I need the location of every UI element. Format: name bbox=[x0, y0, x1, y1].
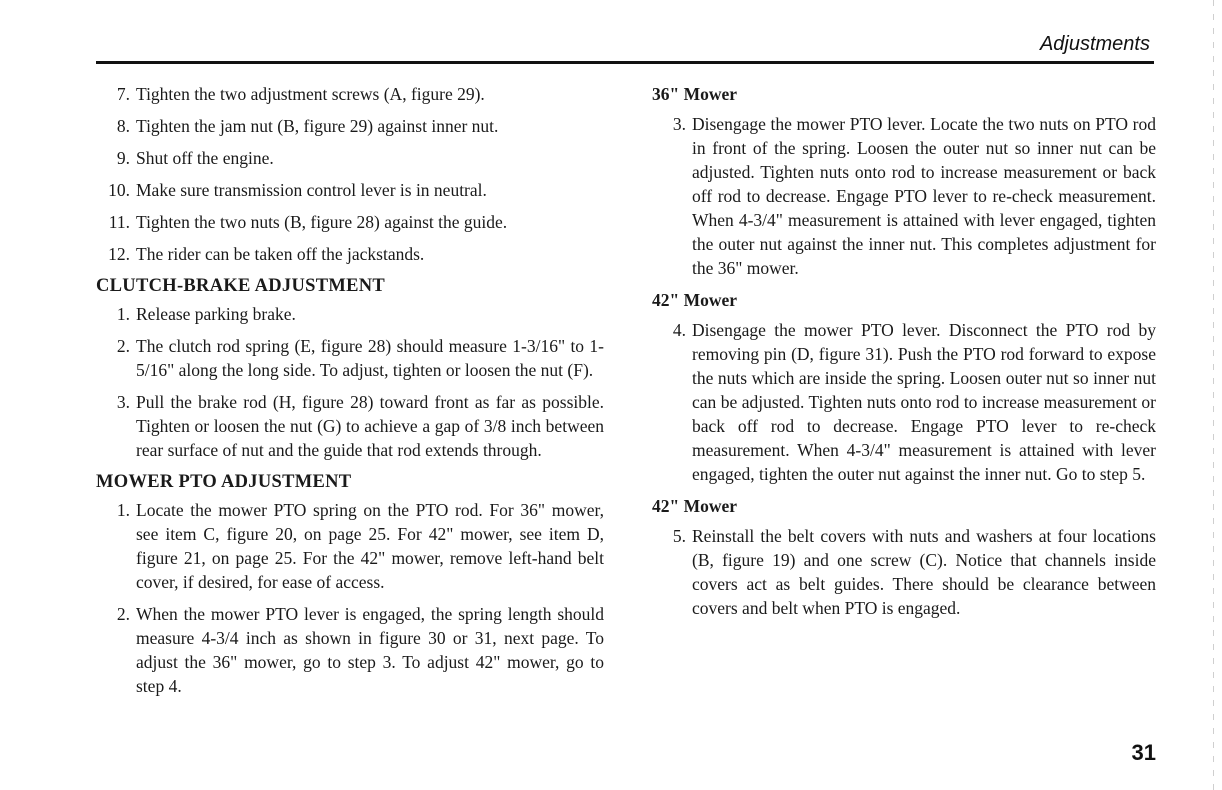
step-4 bbox=[652, 318, 1156, 486]
step-10 bbox=[96, 178, 604, 202]
intro-steps bbox=[96, 82, 604, 266]
step-number: 8. bbox=[116, 116, 130, 136]
section-heading: 36" Mower bbox=[652, 84, 738, 104]
step-3 bbox=[652, 112, 1156, 280]
pto-step-2 bbox=[96, 602, 604, 698]
step-text: Reinstall the belt covers with nuts and washers at four locations (B, figure 19) and one screw (C). Notice that channels inside covers act as belt guides. There should be clearance between covers and belt when PTO is engaged. bbox=[692, 526, 1156, 618]
step-number: 11. bbox=[108, 212, 130, 232]
left-column bbox=[96, 82, 604, 706]
step-number: 5. bbox=[672, 526, 686, 546]
clutch-step-1 bbox=[96, 302, 604, 326]
step-number: 7. bbox=[116, 84, 130, 104]
pto-steps bbox=[96, 498, 604, 698]
step-12 bbox=[96, 242, 604, 266]
step-text: Disengage the mower PTO lever. Locate the two nuts on PTO rod in front of the spring. Loosen the outer nut so inner nut can be adjusted. Tighten nuts onto rod to increase measurement or back off rod to decrease. Engage PTO lever to re-check measurement. When 4-3/4" measurement is attained with lever engaged, tighten the outer nut against the inner nut. This completes adjustment for the 36" mower. bbox=[692, 114, 1156, 278]
scan-edge-mark bbox=[1213, 0, 1214, 790]
step-8 bbox=[96, 114, 604, 138]
step-number: 4. bbox=[672, 320, 686, 340]
step-number: 12. bbox=[108, 244, 130, 264]
right-column bbox=[652, 82, 1156, 628]
section-heading: 42" Mower bbox=[652, 496, 738, 516]
step-number: 2. bbox=[116, 336, 130, 356]
page-header-title: Adjustments bbox=[1039, 33, 1150, 55]
step-11 bbox=[96, 210, 604, 234]
clutch-brake-heading: CLUTCH-BRAKE ADJUSTMENT bbox=[96, 276, 386, 296]
step-text: Pull the brake rod (H, figure 28) toward front as far as possible. Tighten or loosen the nut (G) to achieve a gap of 3/8 inch between rear surface of nut and the guide that rod extends through. bbox=[136, 392, 604, 460]
step-number: 10. bbox=[108, 180, 130, 200]
section-heading: 42" Mower bbox=[652, 290, 738, 310]
step-number: 9. bbox=[116, 148, 130, 168]
step-text: Make sure transmission control lever is in neutral. bbox=[136, 180, 487, 200]
step-9 bbox=[96, 146, 604, 170]
section-42-mower bbox=[652, 288, 1156, 486]
step-text: Release parking brake. bbox=[136, 304, 296, 324]
step-text: Locate the mower PTO spring on the PTO rod. For 36" mower, see item C, figure 20, on page 25. For 42" mower, see item D, figure 21, on page 25. For the 42" mower, remove left-hand belt cover, if desired, for ease of access. bbox=[136, 500, 604, 592]
section-36-mower bbox=[652, 82, 1156, 280]
page-number: 31 bbox=[1131, 740, 1156, 765]
step-number: 3. bbox=[116, 392, 130, 412]
mower-pto-heading: MOWER PTO ADJUSTMENT bbox=[96, 472, 352, 492]
step-text: Tighten the jam nut (B, figure 29) against inner nut. bbox=[136, 116, 499, 136]
step-number: 3. bbox=[672, 114, 686, 134]
clutch-steps bbox=[96, 302, 604, 462]
step-text: The clutch rod spring (E, figure 28) should measure 1-3/16" to 1-5/16" along the long side. To adjust, tighten or loosen the nut (F). bbox=[136, 336, 604, 380]
step-text: The rider can be taken off the jackstands. bbox=[136, 244, 425, 264]
step-5 bbox=[652, 524, 1156, 620]
step-text: When the mower PTO lever is engaged, the spring length should measure 4-3/4 inch as shown in figure 30 or 31, next page. To adjust the 36" mower, go to step 3. To adjust 42" mower, go to step 4. bbox=[136, 604, 604, 696]
clutch-step-2 bbox=[96, 334, 604, 382]
step-number: 1. bbox=[116, 304, 130, 324]
step-number: 1. bbox=[116, 500, 130, 520]
step-text: Disengage the mower PTO lever. Disconnect the PTO rod by removing pin (D, figure 31). Push the PTO rod forward to expose the nuts which are inside the spring. Loosen outer nut so inner nut can be adjusted. Tighten nuts onto rod to increase measurement or back off rod to decrease. Engage PTO lever to re-check measurement. When 4-3/4" measurement is attained with lever engaged, tighten the outer nut against the inner nut. Go to step 5. bbox=[692, 320, 1156, 484]
clutch-step-3 bbox=[96, 390, 604, 462]
section-42-mower-reinstall bbox=[652, 494, 1156, 620]
step-text: Tighten the two adjustment screws (A, figure 29). bbox=[136, 84, 485, 104]
header-rule bbox=[96, 61, 1154, 64]
step-7 bbox=[96, 82, 604, 106]
step-text: Shut off the engine. bbox=[136, 148, 274, 168]
step-number: 2. bbox=[116, 604, 130, 624]
step-text: Tighten the two nuts (B, figure 28) against the guide. bbox=[136, 212, 508, 232]
pto-step-1 bbox=[96, 498, 604, 594]
